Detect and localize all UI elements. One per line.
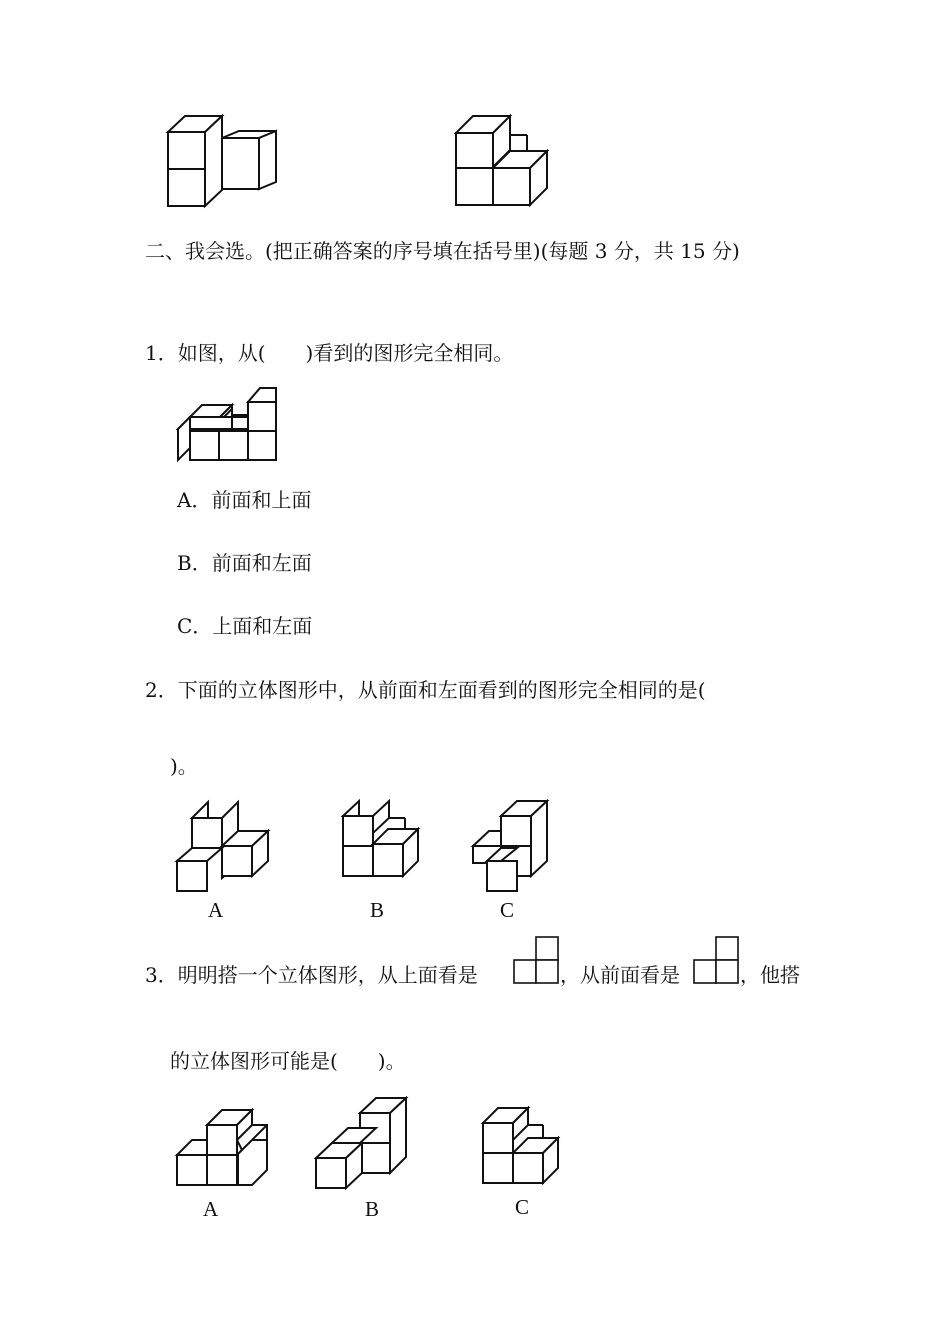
q3-stem-a: 3．明明搭一个立体图形，从上面看是 [145, 963, 478, 987]
q2-figure-c[interactable] [465, 798, 555, 922]
q3-front-view-icon [692, 935, 740, 989]
q2-figure-b[interactable] [335, 798, 425, 922]
q1-stem: 1．如图，从( )看到的图形完全相同。 [145, 341, 514, 365]
q2-figure-a[interactable] [170, 798, 275, 922]
q3-label-c: C [515, 1195, 530, 1219]
q3-stem-line2: 的立体图形可能是( )。 [170, 1049, 406, 1073]
top-figure-left [160, 110, 285, 210]
q2-stem: 2．下面的立体图形中，从前面和左面看到的图形完全相同的是( [145, 678, 706, 702]
section-heading: 二、我会选。(把正确答案的序号填在括号里)(每题 3 分，共 15 分) [145, 239, 740, 263]
q3-stem-b: ，从前面看是 [560, 963, 680, 987]
q2-label-b: B [370, 898, 385, 922]
q1-option-a[interactable]: A．前面和上面 [177, 488, 312, 512]
q1-option-b[interactable]: B．前面和左面 [177, 551, 312, 575]
q3-top-view-icon [512, 935, 560, 989]
q3-figure-b[interactable] [310, 1095, 415, 1221]
q3-label-b: B [365, 1197, 380, 1221]
q3-label-a: A [203, 1197, 219, 1221]
q3-figure-c[interactable] [475, 1105, 565, 1219]
q3-figure-a[interactable] [170, 1105, 275, 1221]
top-figure-right [450, 110, 560, 210]
q2-label-c: C [500, 898, 515, 922]
q2-stem-continued: )。 [170, 754, 198, 778]
q2-label-a: A [208, 898, 224, 922]
q1-figure [170, 385, 285, 465]
q3-stem-c: ，他搭 [740, 963, 800, 987]
q1-option-c[interactable]: C．上面和左面 [177, 614, 313, 638]
